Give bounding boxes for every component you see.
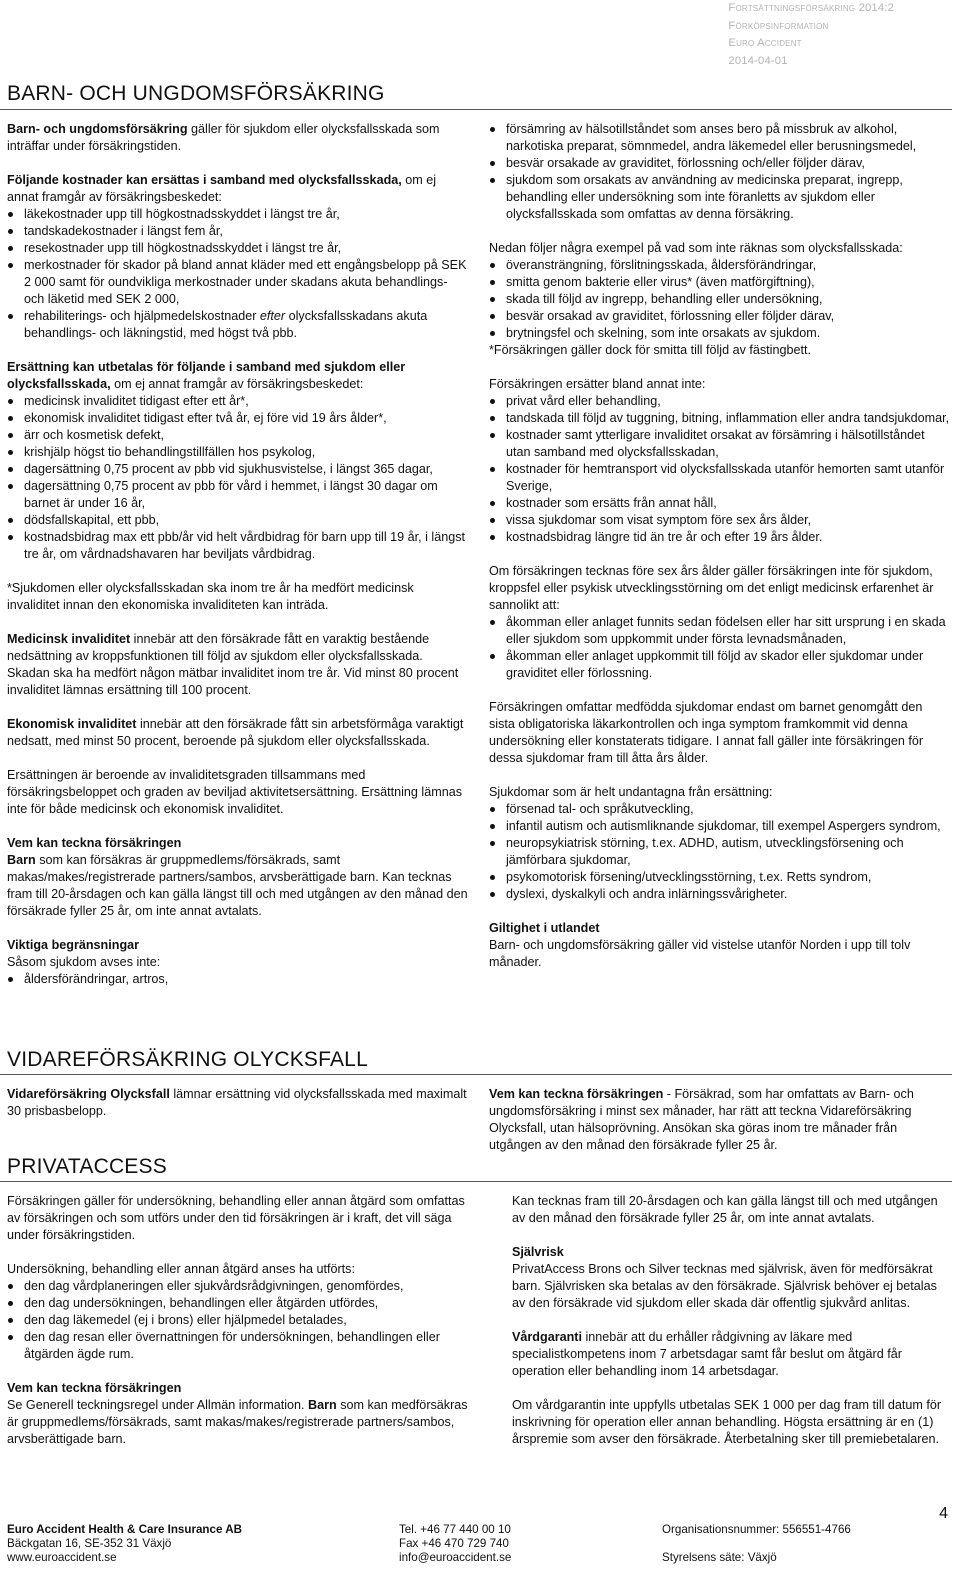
list-item: brytningsfel och skelning, som inte orsakats av sjukdom. — [489, 325, 951, 342]
subheading: Giltighet i utlandet — [489, 921, 600, 935]
paragraph — [7, 1380, 469, 1448]
paragraph: Om vårdgarantin inte uppfylls utbetalas SEK 1 000 per dag fram till datum för inskrivning för operation eller annan behandling. Högsta ersättning är en (1) årspremie som avser den försäkrade. Återbetalning sker till premiebetalaren. — [512, 1398, 942, 1446]
text: Såsom sjukdom avses inte: — [7, 955, 161, 969]
footnote: *Sjukdomen eller olycksfallsskadan ska inom tre år ha medfört medicinsk invaliditet innan den ekonomiska invaliditeten kan inträda. — [7, 581, 414, 612]
bold-lead: Vidareförsäkring Olycksfall — [7, 1087, 170, 1101]
bold-lead: Vem kan teckna försäkringen — [489, 1087, 664, 1101]
text: Se Generell teckningsregel under Allmän information. — [7, 1398, 309, 1412]
subheading: Viktiga begränsningar — [7, 938, 140, 952]
paragraph: Försäkringen omfattar medfödda sjukdomar endast om barnet genomgått den sista obligatoriska läkarkontrollen och inga symptom framkommit vid denna undersökning eller konstaterats tidigare. I annat fall gäller inte försäkringen för dessa sjukdomar fram till åtta års ålder. — [489, 700, 924, 765]
paragraph: Sjukdomar som är helt undantagna från ersättning: — [489, 785, 773, 799]
footer-web-link[interactable]: www.euroaccident.se — [7, 1551, 117, 1564]
page-number: 4 — [939, 1505, 948, 1522]
list-item: överansträngning, förslitningsskada, åldersförändringar, — [489, 257, 951, 274]
footnote: *Försäkringen gäller dock för smitta till följd av fästingbett. — [489, 343, 811, 357]
list-item: infantil autism och autismliknande sjukdomar, till exempel Aspergers syndrom, — [489, 818, 951, 835]
list-item: besvär orsakad av graviditet, förlossning eller följder därav, — [489, 308, 951, 325]
list-item: kostnadsbidrag längre tid än tre år och efter 19 års ålder. — [489, 529, 951, 546]
text: Barn- och ungdomsförsäkring gäller vid vistelse utanför Norden i upp till tolv månader. — [489, 938, 911, 969]
bullet-list-exclusions — [489, 121, 951, 223]
list-item: resekostnader upp till högkostnadsskyddet i längst tre år, — [7, 240, 469, 257]
bullet-list-not-covered — [489, 393, 951, 546]
paragraph: Om försäkringen tecknas före sex års ålder gäller försäkringen inte för sjukdom, kroppsfel eller psykisk utvecklingsstörning om det enligt medicinsk erfarenhet är sannolikt att: — [489, 564, 934, 612]
header-line-3: Euro Accident — [728, 37, 802, 49]
subheading: Vem kan teckna försäkringen — [7, 836, 182, 850]
bold-lead: Följande kostnader kan ersättas i samband med olycksfallsskada, — [7, 173, 402, 187]
bold-lead: Barn- och ungdomsförsäkring — [7, 122, 188, 136]
paragraph — [7, 835, 469, 920]
section-title-barn: BARN- OCH UNGDOMSFÖRSÄKRING — [7, 82, 385, 105]
footer-address: Bäckgatan 16, SE-352 31 Växjö — [7, 1537, 172, 1550]
paragraph: Ersättningen är beroende av invaliditetsgraden tillsammans med försäkringsbeloppet och graden av beviljad aktivitetsersättning. Ersättning lämnas inte för både medicinsk och ekonomisk invaliditet. — [7, 768, 463, 816]
list-item: neuropsykiatrisk störning, t.ex. ADHD, autism, utvecklingsförsening och jämförbara sjukdomar, — [489, 835, 951, 869]
text: - Försäkrad, som har omfattats av Barn- och ungdomsförsäkring i minst sex månader, har rätt att teckna Vidareförsäkring Olycksfall, utan hälsoprövning. Ansökan ska göras inom tre månader från utgången av den månad den försäkrade fyller 25 år. — [489, 1087, 914, 1152]
footer-email-link[interactable]: info@euroaccident.se — [399, 1551, 512, 1564]
list-item: läkekostnader upp till högkostnadsskyddet i längst tre år, — [7, 206, 469, 223]
text: gäller för sjukdom eller olycksfallsskada som inträffar under försäkringstiden. — [7, 122, 440, 153]
paragraph — [7, 937, 469, 971]
list-item: smitta genom bakterie eller virus* (även matförgiftning), — [489, 274, 951, 291]
privataccess-left — [7, 1193, 469, 1465]
bold-lead: Vårdgaranti — [512, 1330, 582, 1344]
footer-fax: Fax +46 470 729 740 — [399, 1537, 509, 1550]
list-item: dyslexi, dyskalkyli och andra inlärningssvårigheter. — [489, 886, 951, 903]
list-item: dödsfallskapital, ett pbb, — [7, 512, 469, 529]
paragraph: Kan tecknas fram till 20-årsdagen och kan gälla längst till och med utgången av den månad den försäkrade fyller 25 år, om inte annat avtalats. — [512, 1194, 938, 1225]
list-item: åkomman eller anlaget uppkommit till följd av skador eller sjukdomar under graviditet eller förlossning. — [489, 648, 951, 682]
text: lämnar ersättning vid olycksfallsskada med maximalt 30 prisbasbelopp. — [7, 1087, 467, 1118]
bullet-list-excluded-diseases — [489, 801, 951, 903]
vidare-left — [7, 1086, 469, 1137]
list-item: kostnader som ersätts från annat håll, — [489, 495, 951, 512]
text: som kan försäkras är gruppmedlems/försäkrads, samt makas/makes/registrerade partners/sambos, arvsberättigade barn. Kan tecknas fram till 20-årsdagen och kan gälla längst till och med utgången av den månad den försäkrade fyller 25 år, om inte annat avtalats. — [7, 853, 468, 918]
paragraph — [512, 1329, 952, 1380]
bold-lead: Barn — [308, 1398, 337, 1412]
title-rule — [0, 109, 952, 110]
text: PrivatAccess Brons och Silver tecknas med självrisk, även för medförsäkrat barn. Självrisken ska betalas av den försäkrade. Självrisk behöver ej betalas av den försäkrade vid sjukdom eller skada där offentlig sjukvård anlitas. — [512, 1262, 937, 1310]
footer-tel: Tel. +46 77 440 00 10 — [399, 1523, 511, 1536]
paragraph — [512, 1244, 952, 1312]
list-item: den dag undersökningen, behandlingen eller åtgärden utfördes, — [7, 1295, 469, 1312]
title-rule — [0, 1074, 952, 1075]
title-rule — [0, 1181, 952, 1182]
paragraph: Försäkringen ersätter bland annat inte: — [489, 377, 706, 391]
list-item: tandskadekostnader i längst fem år, — [7, 223, 469, 240]
list-item: skada till följd av ingrepp, behandling eller undersökning, — [489, 291, 951, 308]
text: innebär att du erhåller rådgivning av läkare med specialistkompetens inom 7 arbetsdagar samt får beslut om åtgärd får operation eller behandling inom 14 arbetsdagar. — [512, 1330, 902, 1378]
list-item: kostnader samt ytterligare invaliditet orsakat av försämring i hälsotillståndet utan samband med olycksfallsskadan, — [489, 427, 951, 461]
paragraph: Undersökning, behandling eller annan åtgärd anses ha utförts: — [7, 1262, 355, 1276]
list-item: kostnadsbidrag max ett pbb/år vid helt vårdbidrag för barn upp till 19 år, i längst tre år, om vårdnadshavaren har beviljats vårdbidrag. — [7, 529, 469, 563]
list-item: merkostnader för skador på bland annat kläder med ett engångsbelopp på SEK 2 000 samt för oundvikliga merkostnader under skadans akuta behandlings- och läketid med SEK 2 000, — [7, 257, 469, 308]
section-title-vidare: VIDAREFÖRSÄKRING OLYCKSFALL — [7, 1048, 368, 1071]
list-item — [7, 308, 469, 342]
paragraph — [489, 1086, 951, 1154]
bullet-list-congenital — [489, 614, 951, 682]
footer-company-block — [7, 1523, 242, 1565]
list-item: tandskada till följd av tuggning, bitning, inflammation eller andra tandsjukdomar, — [489, 410, 951, 427]
column-left — [7, 121, 469, 1005]
list-item: kostnader för hemtransport vid olycksfallsskada utanför hemorten samt utanför Sverige, — [489, 461, 951, 495]
privataccess-right — [512, 1193, 952, 1465]
list-item: psykomotorisk försening/utvecklingsstörning, t.ex. Retts syndrom, — [489, 869, 951, 886]
header-line-2: Förköpsinformation — [728, 19, 829, 32]
paragraph — [7, 631, 469, 699]
list-item: ärr och kosmetisk defekt, — [7, 427, 469, 444]
list-item: krishjälp högst tio behandlingstillfällen hos psykolog, — [7, 444, 469, 461]
footer-company: Euro Accident Health & Care Insurance AB — [7, 1523, 242, 1536]
section-title-privataccess: PRIVATACCESS — [7, 1155, 167, 1178]
paragraph — [489, 920, 951, 971]
list-item: åkomman eller anlaget funnits sedan födelsen eller har sitt ursprung i en skada eller sjukdom som uppkommit under första levnadsmånaden, — [489, 614, 951, 648]
footer-seat: Styrelsens säte: Växjö — [662, 1551, 777, 1564]
list-item: ekonomisk invaliditet tidigast efter två år, ej före vid 19 års ålder*, — [7, 410, 469, 427]
paragraph — [7, 359, 469, 393]
list-item: privat vård eller behandling, — [489, 393, 951, 410]
italic-text: efter — [259, 309, 286, 323]
text: innebär att den försäkrade fått en varaktig bestående nedsättning av kroppsfunktionen till följd av sjukdom eller olycksfallsskada. Skadan ska ha medfört någon mätbar invaliditet inom tre år. Vid minst 80 procent invaliditet lämnas ersättning till 100 procent. — [7, 632, 459, 697]
text: om ej annat framgår av försäkringsbeskedet: — [7, 173, 437, 204]
list-item: den dag vårdplaneringen eller sjukvårdsrådgivningen, genomfördes, — [7, 1278, 469, 1295]
header-line-1: Fortsättningsförsäkring 2014:2 — [728, 2, 894, 14]
paragraph: Försäkringen gäller för undersökning, behandling eller annan åtgärd som omfattas av försäkringen och som utförs under den tid försäkringen är i kraft, det vill säga under försäkringstiden. — [7, 1194, 465, 1242]
footer-org-block — [662, 1523, 851, 1565]
bullet-list-not-accident — [489, 257, 951, 342]
list-item: sjukdom som orsakats av användning av medicinska preparat, ingrepp, behandling eller undersökning som inte föranletts av sjukdom eller olycksfallsskada som omfattas av denna försäkring. — [489, 172, 951, 223]
text: som kan medförsäkras är gruppmedlems/försäkrads, samt makas/makes/registrerade partners/sambos, arvsberättigade barn. — [7, 1398, 468, 1446]
paragraph — [7, 121, 469, 155]
text: olycksfallsskadans akuta behandlings- och läkningstid, med högst två pbb. — [24, 309, 428, 340]
paragraph — [7, 1086, 469, 1120]
bullet-list-compensation — [7, 393, 469, 563]
page-header — [728, 0, 894, 70]
list-item: försenad tal- och språkutveckling, — [489, 801, 951, 818]
vidare-right — [489, 1086, 951, 1171]
footer-contact-block — [399, 1523, 511, 1565]
footer-org-number: Organisationsnummer: 556551-4766 — [662, 1523, 851, 1536]
list-item: besvär orsakade av graviditet, förlossning och/eller följder därav, — [489, 155, 951, 172]
bold-lead: Ekonomisk invaliditet — [7, 717, 137, 731]
subheading: Självrisk — [512, 1245, 564, 1259]
list-item: dagersättning 0,75 procent av pbb vid sjukhusvistelse, i längst 365 dagar, — [7, 461, 469, 478]
list-item: åldersförändringar, artros, — [7, 971, 469, 988]
bold-lead: Medicinsk invaliditet — [7, 632, 131, 646]
list-item: dagersättning 0,75 procent av pbb för vård i hemmet, i längst 30 dagar om barnet är under 16 år, — [7, 478, 469, 512]
paragraph — [7, 172, 469, 206]
text: innebär att den försäkrade fått sin arbetsförmåga varaktigt nedsatt, med minst 50 procent, beroende på sjukdom eller olycksfallsskada. — [7, 717, 464, 748]
paragraph — [7, 716, 469, 750]
bullet-list-limitations — [7, 971, 469, 988]
column-right — [489, 121, 951, 988]
list-item: försämring av hälsotillståndet som anses bero på missbruk av alkohol, narkotiska preparat, sömnmedel, andra läkemedel eller berusningsmedel, — [489, 121, 951, 155]
subheading: Vem kan teckna försäkringen — [7, 1381, 182, 1395]
text: om ej annat framgår av försäkringsbeskedet: — [110, 377, 364, 391]
bullet-list-performed — [7, 1278, 469, 1363]
paragraph: Nedan följer några exempel på vad som inte räknas som olycksfallsskada: — [489, 241, 903, 255]
bullet-list-costs — [7, 206, 469, 342]
bold-lead: Barn — [7, 853, 36, 867]
list-item: den dag resan eller övernattningen för undersökningen, behandlingen eller åtgärden ägde rum. — [7, 1329, 469, 1363]
bold-lead: Ersättning kan utbetalas för följande i samband med sjukdom eller olycksfallsskada, — [7, 360, 406, 391]
header-date: 2014-04-01 — [728, 54, 788, 67]
list-item: medicinsk invaliditet tidigast efter ett år*, — [7, 393, 469, 410]
text: rehabiliterings- och hjälpmedelskostnader — [24, 309, 260, 323]
list-item: vissa sjukdomar som visat symptom före sex års ålder, — [489, 512, 951, 529]
list-item: den dag läkemedel (ej i brons) eller hjälpmedel betalades, — [7, 1312, 469, 1329]
